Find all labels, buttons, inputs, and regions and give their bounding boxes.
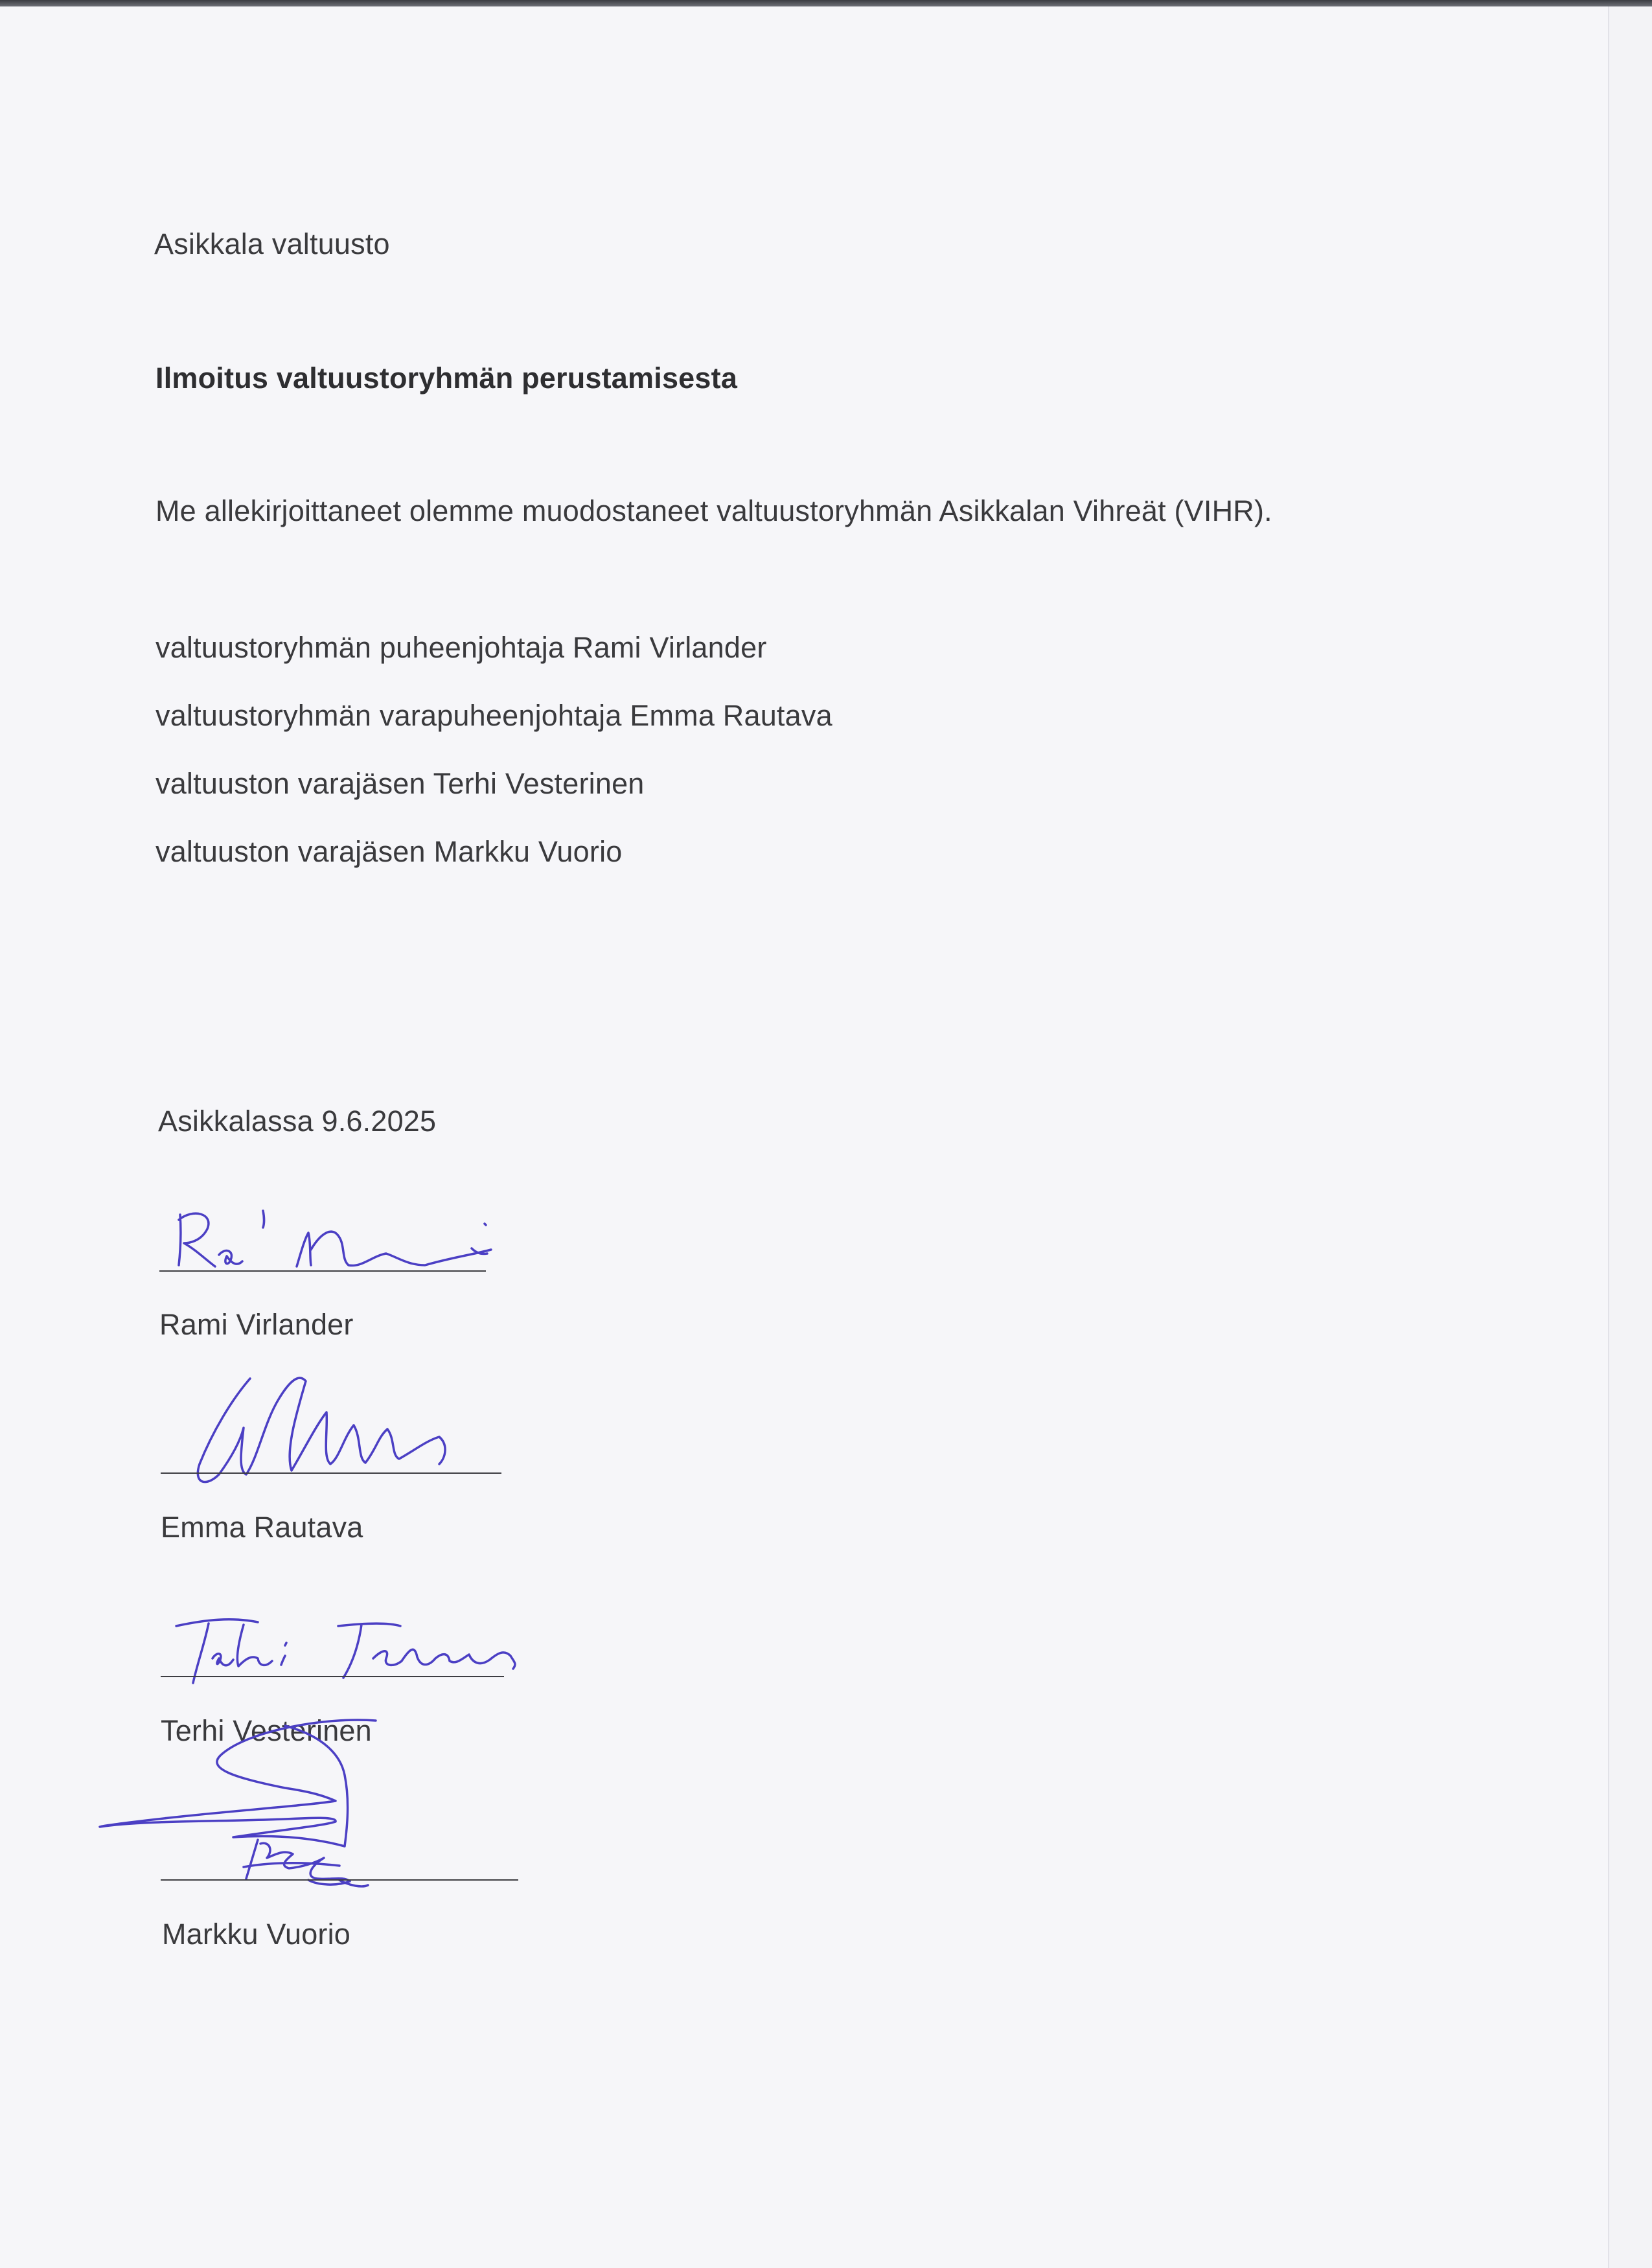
signature-terhi-vesterinen — [167, 1607, 530, 1691]
signature-line-3 — [161, 1676, 504, 1677]
document-title: Ilmoitus valtuustoryhmän perustamisesta — [155, 361, 738, 395]
signatory-name-3: Terhi Vesterinen — [161, 1714, 372, 1747]
signature-line-1 — [159, 1270, 486, 1272]
signature-line-4 — [161, 1879, 518, 1881]
scan-top-edge — [0, 0, 1652, 6]
signatory-name-2: Emma Rautava — [161, 1511, 363, 1544]
place-date: Asikkalassa 9.6.2025 — [158, 1105, 437, 1138]
signature-emma-rautava — [167, 1360, 504, 1496]
signature-rami-virlander — [167, 1195, 530, 1286]
statement-paragraph: Me allekirjoittaneet olemme muodostaneet valtuustoryhmän Asikkalan Vihreät (VIHR). — [155, 494, 1272, 527]
signature-line-2 — [161, 1472, 501, 1474]
signatory-name-4: Markku Vuorio — [162, 1918, 351, 1951]
role-line-deputy-1: valtuuston varajäsen Terhi Vesterinen — [155, 767, 645, 800]
signatory-name-1: Rami Virlander — [159, 1308, 354, 1341]
role-line-deputy-2: valtuuston varajäsen Markku Vuorio — [155, 835, 623, 868]
recipient-line: Asikkala valtuusto — [154, 227, 390, 260]
signature-markku-vuorio — [91, 1714, 492, 1924]
role-line-chair: valtuustoryhmän puheenjohtaja Rami Virlander — [155, 631, 767, 664]
document-page — [0, 6, 1609, 2268]
role-line-vice-chair: valtuustoryhmän varapuheenjohtaja Emma Rautava — [155, 699, 832, 732]
